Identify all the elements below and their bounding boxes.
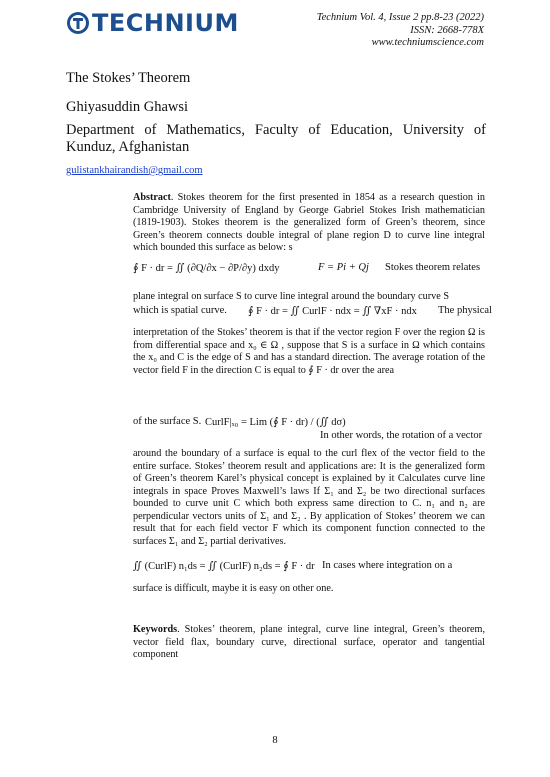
logo-wordmark: TECHNIUM [92,9,239,37]
keywords-text: . Stokes’ theorem, plane integral, curve line integral, Green’s theorem, vector field flax, boundary curve, directional surface, operator and tangential component [133,624,485,660]
journal-site-line: www.techniumscience.com [371,37,484,48]
paper-title: The Stokes’ Theorem [66,70,191,86]
journal-volume-line: Technium Vol. 4, Issue 2 pp.8-23 (2022) [316,12,484,23]
abstract-paragraph-4: surface is difficult, maybe it is easy on other one. [133,583,334,594]
stokes-relates-text: Stokes theorem relates [385,262,481,273]
journal-logo [66,11,239,35]
curl-after-text: In other words, the rotation of a vector [320,430,483,441]
paper-author: Ghiyasuddin Ghawsi [66,99,189,115]
paper-affiliation: Department of Mathematics, Faculty of Education, University of Kunduz, Afghanistan [66,122,486,155]
abstract-label: Abstract [133,192,171,203]
curl-intro-text: of the surface S. [133,416,202,427]
page-number: 8 [272,735,278,746]
author-email-link[interactable]: gulistankhairandish@gmail.com [66,165,203,176]
stokes-theorem-equation: ∮ F · dr = ∬ CurlF · ndx = ∬ ∇xF · ndx [248,306,417,317]
curl-limit-equation: CurlF|ₓ₀ = Lim (∮ F · dr) / (∬ dσ) [205,417,346,428]
abstract-text-1: . Stokes theorem for the first presented in 1854 as a research question in Cambridge University of England by George Gabriel Stokes Irish mathematician (1819-1903). Stokes theorem is the generalized form of Green’s theorem, since Green’s theorem connects double integral of plane region D to curve line integral which bounded this surface as below: s [133,192,485,253]
green-theorem-equation: ∮ F · dr = ∬ (∂Q/∂x − ∂P/∂y) dxdy [133,263,280,274]
abstract-paragraph-2: interpretation of the Stokes’ theorem is that if the vector region F over the region Ω is from differential space and x₀ ∈ Ω , suppose that S is a surface in Ω which contains the x₀ and C is the edge of S and has a standard direction. The average rotation of the vector field F in the direction C is equal to ∮ F · dr over the area [133,327,485,376]
journal-issn-line: ISSN: 2668-778X [410,24,484,36]
keywords-paragraph [133,624,485,662]
spatial-curve-text: which is spatial curve. [133,305,227,316]
integration-cases-text: In cases where integration on a [322,560,453,571]
vector-field-definition: F = Pi + Qj [318,262,369,273]
abstract-paragraph-1 [133,192,485,255]
surface-equality-equation: ∬ (CurlF) n₁ds = ∬ (CurlF) n₂ds = ∮ F · dr [133,561,315,572]
technium-emblem-icon [66,11,90,35]
keywords-label: Keywords [133,624,178,635]
abstract-paragraph-3: around the boundary of a surface is equal to the curl flex of the vector field to the entire surface. Stokes’ theorem result and applications are: It is the generalized form of Green’s theorem Karel’s physical concept is explained by it Calculates curve line integrals in space Proves Maxwell’s laws If Σ₁ and Σ₂ be two directional surfaces bounded to curve unit C which both express same direction to C. n₁ and n₂ are perpendicular vectors units of Σ₁ and Σ₂ . By application of Stokes’ theorem we can result that for each field vector F which its component function connected to the surfaces Σ₁ and Σ₂ partial derivatives. [133,448,485,547]
abstract-line-plane-integral: plane integral on surface S to curve line integral around the boundary curve S [133,291,449,302]
journal-info [317,12,484,50]
physical-text: The physical [438,305,492,316]
